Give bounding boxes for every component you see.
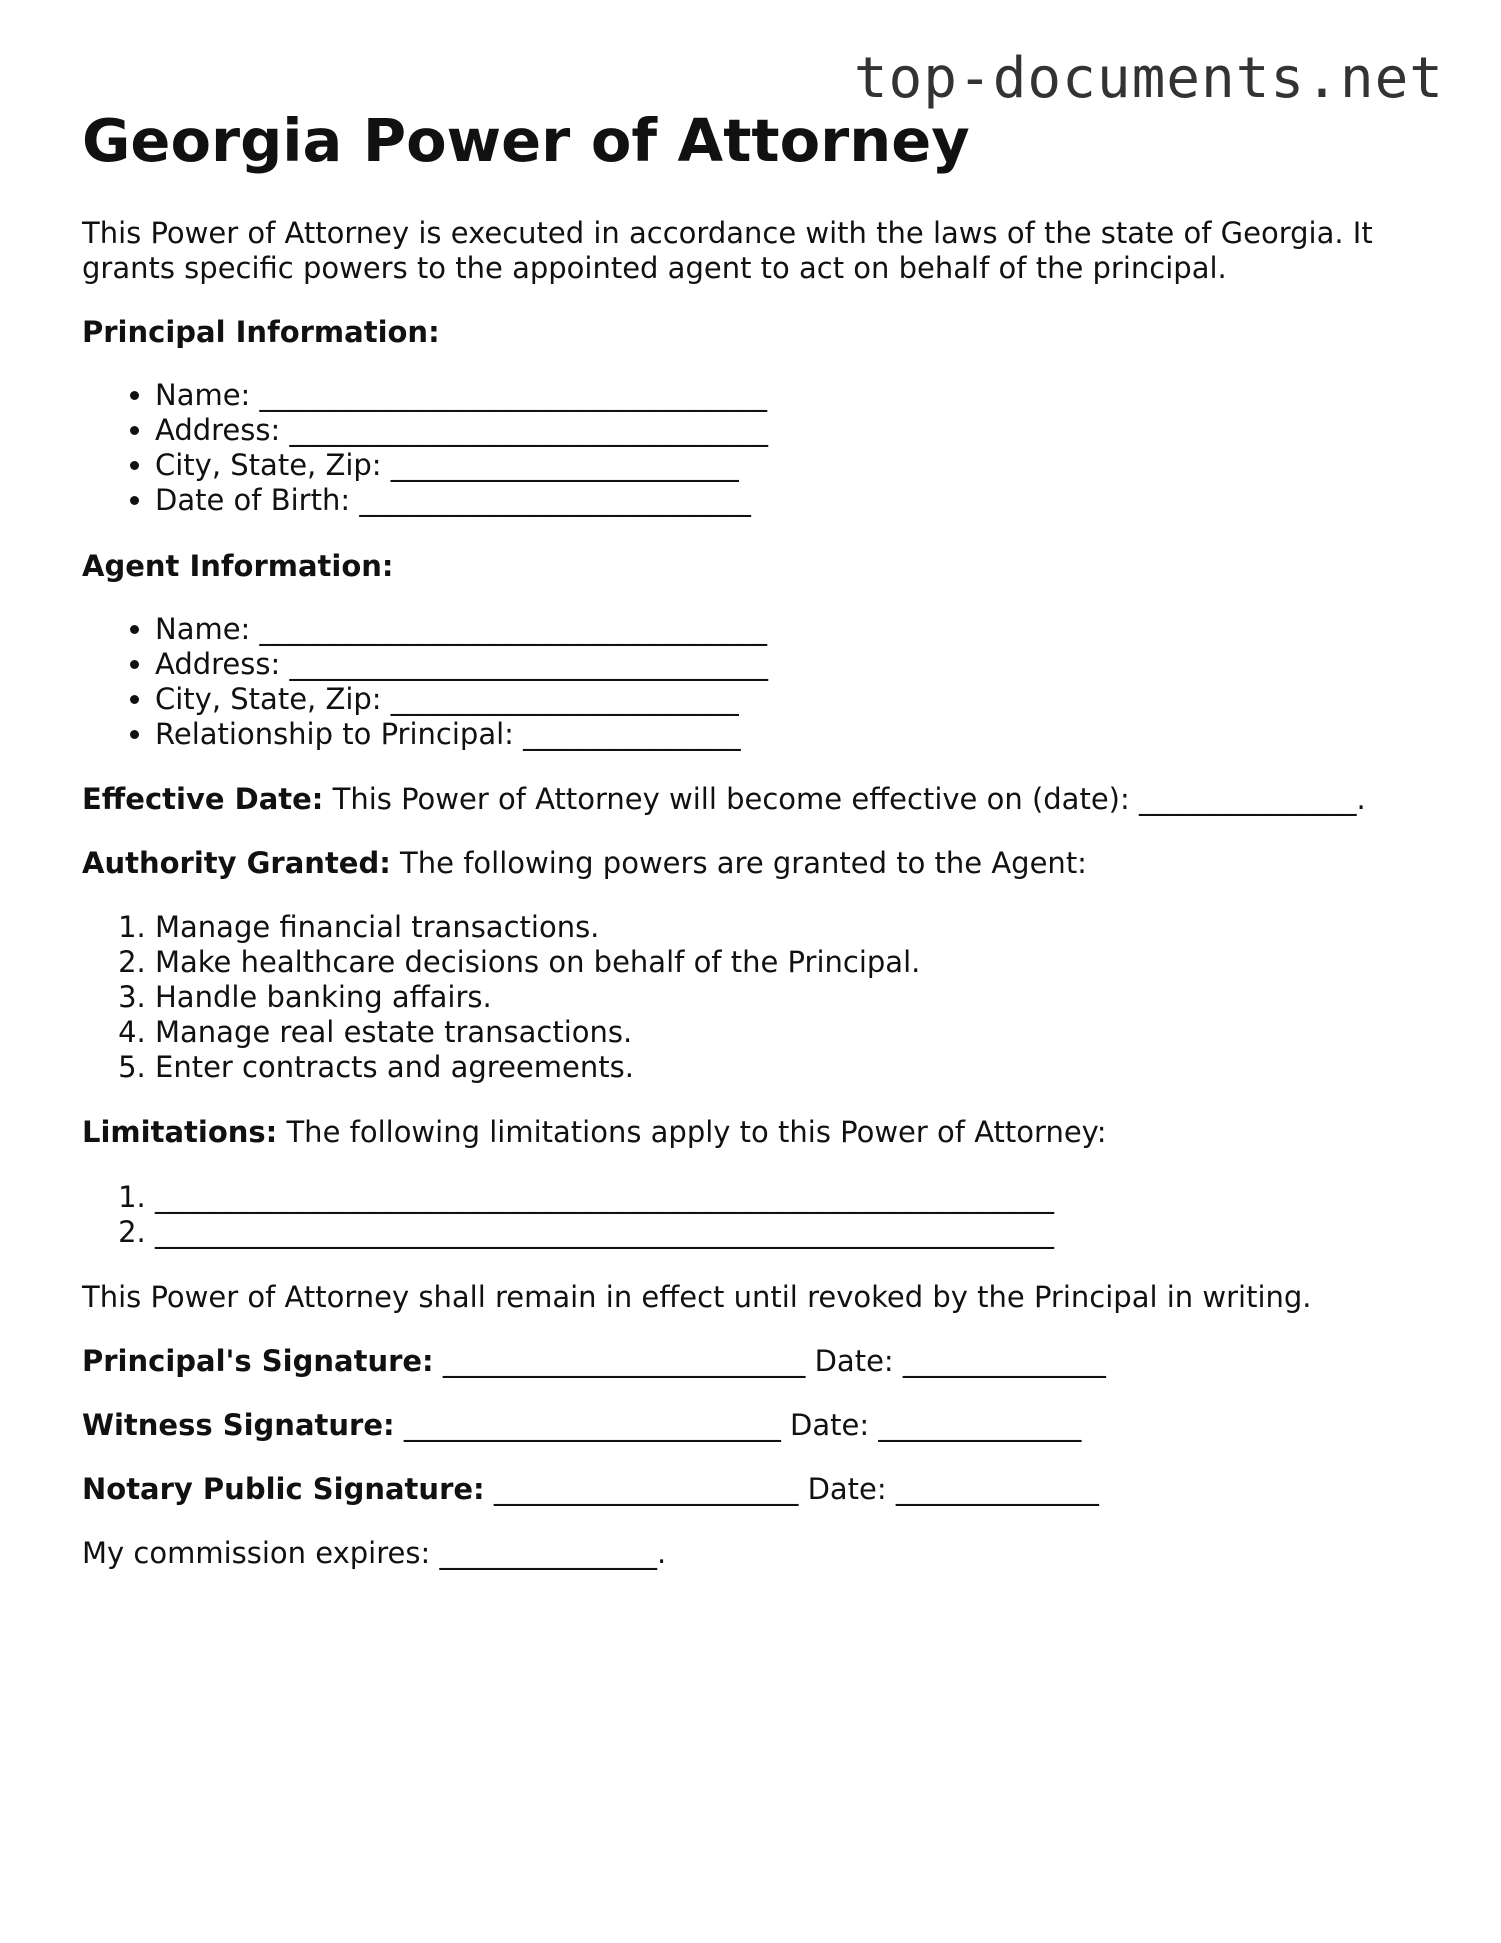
intro-line-1: This Power of Attorney is executed in accordance with the laws of the state of Georgia. It — [82, 216, 1373, 250]
authority-paragraph — [82, 846, 1087, 881]
list-item: 4. Manage real estate transactions. — [155, 1015, 920, 1050]
list-item: • Address: _________________________________ — [155, 647, 768, 682]
effective-date-text: This Power of Attorney will become effective on (date): _______________. — [323, 782, 1366, 816]
principal-signature-text: _________________________ Date: ______________ — [433, 1344, 1106, 1378]
list-item: • Name: ___________________________________ — [155, 612, 768, 647]
list-item: • Address: _________________________________ — [155, 413, 768, 448]
list-item: • Relationship to Principal: _______________ — [155, 717, 768, 752]
list-item: 2. Make healthcare decisions on behalf of the Principal. — [155, 945, 920, 980]
list-item: 2. ______________________________________________________________ — [155, 1215, 1054, 1250]
list-item: • City, State, Zip: ________________________ — [155, 448, 768, 483]
principal-heading — [82, 315, 440, 350]
list-item: • Date of Birth: ___________________________ — [155, 483, 768, 518]
limitations-paragraph — [82, 1115, 1106, 1150]
list-item: 5. Enter contracts and agreements. — [155, 1050, 920, 1085]
list-item: 1. ______________________________________________________________ — [155, 1180, 1054, 1215]
notary-signature-line — [82, 1472, 1099, 1507]
list-item: • Name: ___________________________________ — [155, 378, 768, 413]
notary-signature-label: Notary Public Signature: — [82, 1472, 485, 1506]
effective-date-label: Effective Date: — [82, 782, 324, 816]
intro-line-2: grants specific powers to the appointed agent to act on behalf of the principal. — [82, 251, 1227, 285]
list-item: • City, State, Zip: ________________________ — [155, 682, 768, 717]
witness-signature-text: __________________________ Date: ______________ — [394, 1408, 1082, 1442]
effective-date-paragraph — [82, 782, 1366, 817]
list-item: 1. Manage financial transactions. — [155, 910, 920, 945]
authority-label: Authority Granted: — [82, 846, 391, 880]
intro-paragraph — [82, 216, 1373, 286]
agent-fields-list — [82, 612, 768, 752]
principal-heading-text: Principal Information: — [82, 315, 440, 349]
principal-signature-line — [82, 1344, 1106, 1379]
list-item: 3. Handle banking affairs. — [155, 980, 920, 1015]
authority-list — [82, 910, 920, 1085]
agent-heading-text: Agent Information: — [82, 549, 394, 583]
agent-heading — [82, 549, 394, 584]
revocation-paragraph: This Power of Attorney shall remain in effect until revoked by the Principal in writing. — [82, 1280, 1312, 1314]
witness-signature-line — [82, 1408, 1081, 1443]
limitations-label: Limitations: — [82, 1115, 278, 1149]
page-title: Georgia Power of Attorney — [82, 106, 970, 175]
notary-signature-text: _____________________ Date: ______________ — [484, 1472, 1099, 1506]
limitations-text: The following limitations apply to this Power of Attorney: — [277, 1115, 1107, 1149]
authority-text: The following powers are granted to the Agent: — [390, 846, 1087, 880]
principal-fields-list — [82, 378, 768, 518]
principal-signature-label: Principal's Signature: — [82, 1344, 434, 1378]
limitations-list — [82, 1180, 1054, 1250]
commission-line: My commission expires: _______________. — [82, 1536, 667, 1570]
witness-signature-label: Witness Signature: — [82, 1408, 395, 1442]
watermark: top-documents.net — [853, 46, 1444, 111]
